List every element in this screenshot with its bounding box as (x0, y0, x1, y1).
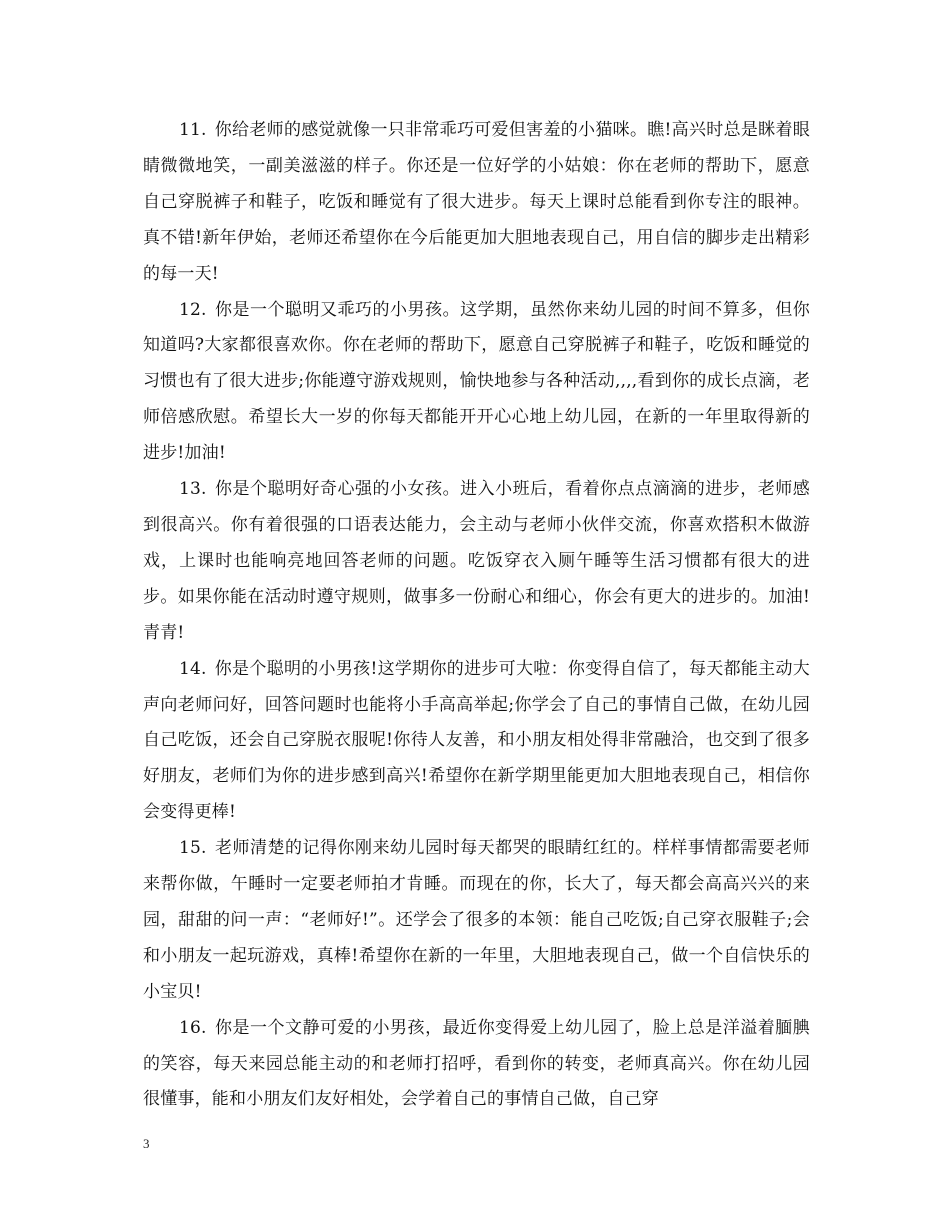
paragraph-number: 13. (179, 479, 207, 500)
paragraph-15 (143, 831, 810, 1011)
document-body (143, 113, 810, 1118)
paragraph-number: 12. (179, 299, 207, 320)
paragraph-12 (143, 293, 810, 473)
paragraph-text: 你是一个聪明又乖巧的小男孩。这学期，虽然你来幼儿园的时间不算多，但你知道吗?大家都很喜欢你。你在老师的帮助下，愿意自己穿脱裤子和鞋子，吃饭和睡觉的习惯也有了很大进步;你能遵守游戏规则，愉快地参与各种活动,,,,看到你的成长点滴，老师倍感欣慰。希望长大一岁的你每天都能开开心心地上幼儿园，在新的一年里取得新的进步!加油! (143, 299, 810, 464)
paragraph-number: 14. (179, 658, 207, 679)
paragraph-text: 你是个聪明的小男孩!这学期你的进步可大啦：你变得自信了，每天都能主动大声向老师问好，回答问题时也能将小手高高举起;你学会了自己的事情自己做，在幼儿园自己吃饭，还会自己穿脱衣服呢!你待人友善，和小朋友相处得非常融洽，也交到了很多好朋友，老师们为你的进步感到高兴!希望你在新学期里能更加大胆地表现自己，相信你会变得更棒! (143, 658, 810, 823)
paragraph-text: 你是一个文静可爱的小男孩，最近你变得爱上幼儿园了，脸上总是洋溢着腼腆的笑容，每天来园总能主动的和老师打招呼，看到你的转变，老师真高兴。你在幼儿园很懂事，能和小朋友们友好相处，会学着自己的事情自己做，自己穿 (143, 1017, 810, 1110)
paragraph-number: 15. (179, 838, 207, 859)
paragraph-number: 16. (179, 1017, 207, 1038)
paragraph-11 (143, 113, 810, 293)
paragraph-14 (143, 652, 810, 832)
paragraph-13 (143, 472, 810, 652)
paragraph-number: 11. (179, 120, 207, 140)
paragraph-text: 你给老师的感觉就像一只非常乖巧可爱但害羞的小猫咪。瞧!高兴时总是眯着眼睛微微地笑，一副美滋滋的样子。你还是一位好学的小姑娘：你在老师的帮助下，愿意自己穿脱裤子和鞋子，吃饭和睡觉有了很大进步。每天上课时总能看到你专注的眼神。真不错!新年伊始，老师还希望你在今后能更加大胆地表现自己，用自信的脚步走出精彩的每一天! (143, 120, 810, 284)
paragraph-16 (143, 1011, 810, 1119)
paragraph-text: 老师清楚的记得你刚来幼儿园时每天都哭的眼睛红红的。样样事情都需要老师来帮你做，午睡时一定要老师拍才肯睡。而现在的你，长大了，每天都会高高兴兴的来园，甜甜的问一声：“老师好!”。还学会了很多的本领：能自己吃饭;自己穿衣服鞋子;会和小朋友一起玩游戏，真棒!希望你在新的一年里，大胆地表现自己，做一个自信快乐的小宝贝! (143, 838, 810, 1002)
paragraph-text: 你是个聪明好奇心强的小女孩。进入小班后，看着你点点滴滴的进步，老师感到很高兴。你有着很强的口语表达能力，会主动与老师小伙伴交流，你喜欢搭积木做游戏，上课时也能响亮地回答老师的问题。吃饭穿衣入厕午睡等生活习惯都有很大的进步。如果你能在活动时遵守规则，做事多一份耐心和细心，你会有更大的进步的。加油!青青! (143, 479, 810, 643)
page-number: 3 (143, 1136, 150, 1151)
